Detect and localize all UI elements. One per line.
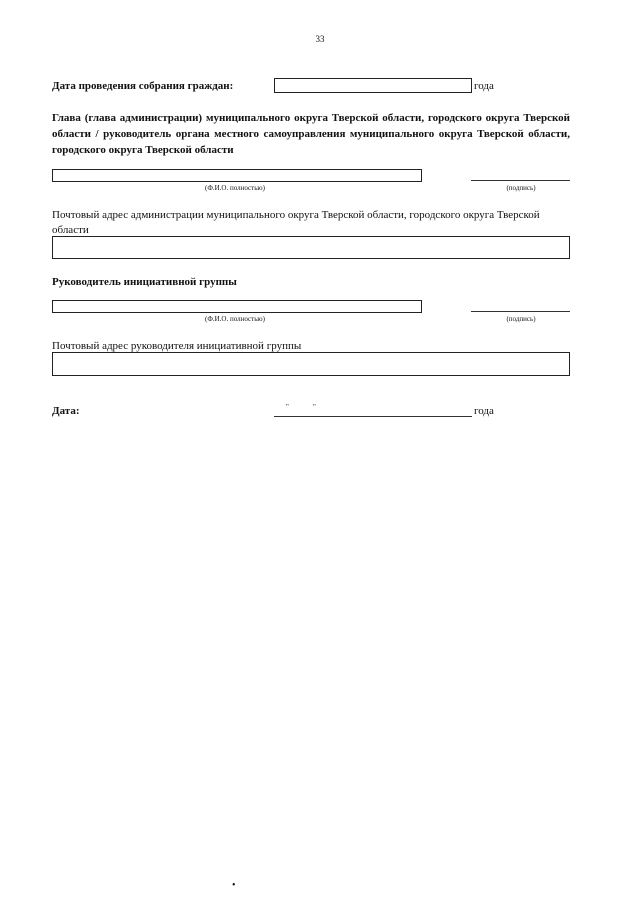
date-suffix: года (474, 405, 494, 417)
head-fio-value (53, 174, 56, 186)
head-signature-line[interactable] (471, 180, 570, 181)
leader-address-value (53, 357, 56, 369)
leader-fio-value (53, 305, 56, 317)
head-signature-caption: (подпись) (506, 184, 536, 192)
date-open-quote: " (286, 403, 289, 411)
date-label: Дата: (52, 405, 80, 417)
meeting-date-value (275, 83, 278, 95)
footer-mark: • (232, 880, 236, 891)
leader-address-label: Почтовый адрес руководителя инициативной группы (52, 340, 302, 352)
head-heading: Глава (глава администрации) муниципального округа Тверской области, городского округа Тверской области / руководитель органа местного самоуправления муниципального округа Тверской области, городского округа Тверской области (52, 112, 570, 156)
group-leader-heading: Руководитель инициативной группы (52, 276, 237, 288)
head-fio-caption: (Ф.И.О. полностью) (205, 184, 265, 192)
leader-address-input[interactable] (52, 352, 570, 376)
meeting-date-input[interactable] (274, 78, 472, 93)
leader-signature-line[interactable] (471, 311, 570, 312)
page-number: 33 (315, 34, 325, 44)
meeting-date-suffix: года (474, 80, 494, 92)
leader-signature-caption: (подпись) (506, 315, 536, 323)
admin-address-label: Почтовый адрес администрации муниципального округа Тверской области, городского округа Тверской области (52, 209, 540, 236)
head-fio-input[interactable] (52, 169, 422, 182)
meeting-date-label: Дата проведения собрания граждан: (52, 80, 234, 92)
admin-address-value (53, 241, 56, 253)
leader-fio-input[interactable] (52, 300, 422, 313)
date-close-quote: " (313, 403, 316, 411)
admin-address-input[interactable] (52, 236, 570, 259)
leader-fio-caption: (Ф.И.О. полностью) (205, 315, 265, 323)
date-line[interactable] (274, 416, 472, 417)
